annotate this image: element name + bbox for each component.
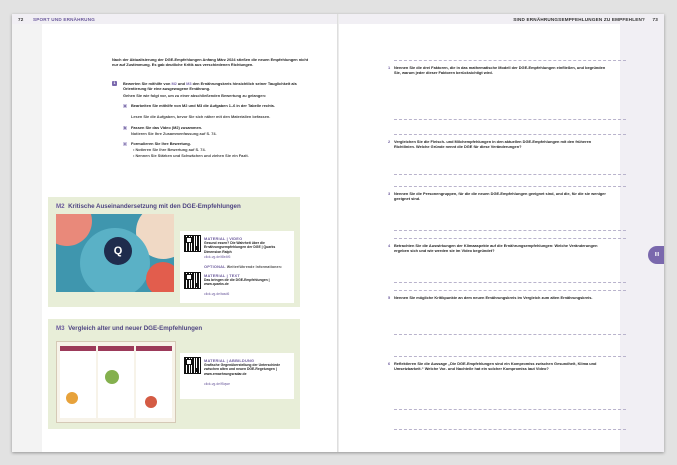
right-running-head-text: SIND ERNÄHRUNGSEMPFEHLUNGEN ZU EMPFEHLEN?: [513, 17, 645, 22]
task-title-pre: Bewerten Sie mithilfe von: [123, 81, 172, 86]
step-c-bullet-2: • Nennen Sie Stärken und Schwächen und ziehen Sie ein Fazit.: [133, 153, 249, 158]
step-a-letter: a: [124, 104, 126, 108]
thumb-column-1: [60, 346, 96, 418]
task-ref-m2: M2: [171, 81, 177, 86]
m3-comparison-thumbnail[interactable]: [56, 341, 176, 423]
question-divider: [394, 290, 626, 291]
m3-material-panel: [180, 353, 294, 399]
step-b-note: Notieren Sie Ihre Zusammenfassung auf S. 74.: [131, 131, 217, 136]
m3-title: [56, 325, 202, 332]
m3-box: [48, 319, 300, 429]
m2-title-text: Kritische Auseinandersetzung mit den DGE-Empfehlungen: [68, 203, 241, 210]
m2-title: [56, 203, 241, 210]
chapter-tab[interactable]: III: [648, 246, 664, 264]
right-running-head: [513, 17, 658, 22]
question-divider: [394, 60, 626, 61]
thumb-column-2-head: [98, 346, 134, 351]
thumb-food-icon: [66, 392, 78, 404]
question-6-text: Reflektieren Sie die Aussage „Die DGE-Empfehlungen sind ein Kompromiss zwischen Gesundheit, Klima und Umsetzbarkeit.“ Welche Vor- und Nachteile hat ein solcher Kompromiss laut Video?: [394, 361, 597, 372]
task-ref-m3: M3: [186, 81, 192, 86]
m3-material-link[interactable]: click-vg.de/f5qwe: [204, 382, 231, 386]
m3-material-text: Grafische Gegenüberstellung der Unterschiede zwischen alten und neuen DGE-Regelungen | www.ernaehrungsradar.de: [204, 363, 281, 376]
answer-line[interactable]: [394, 230, 626, 231]
qr-code-text-icon[interactable]: [184, 272, 201, 289]
question-1: [388, 65, 609, 76]
m2-box: [48, 197, 300, 307]
book-spread: [12, 14, 664, 452]
left-running-head: [18, 17, 95, 22]
qr-code-figure-icon[interactable]: [184, 357, 201, 374]
thumb-shape-red: [146, 262, 174, 292]
m2-material1-link[interactable]: click-vg.de/t8e4f6: [204, 255, 231, 259]
question-4-text: Betrachten Sie die Auswirkungen der Klimaaspekte auf die Ernährungsempfehlungen: Welche Veränderungen ergeben sich und wie werden sie im Video begründet?: [394, 243, 598, 254]
question-3-number: 3: [388, 191, 391, 196]
thumb-column-1-head: [60, 346, 96, 351]
step-a-note: Lesen Sie die Aufgaben, bevor Sie sich näher mit den Materialien befassen.: [131, 114, 271, 119]
right-page-number: 73: [652, 17, 658, 22]
left-page: [12, 14, 337, 452]
question-5-text: Nennen Sie mögliche Kritikpunkte an dem neuen Ernährungskreis im Vergleich zum alten Ernährungskreis.: [394, 295, 593, 300]
step-b-title: Fassen Sie das Video (M2) zusammen.: [131, 125, 203, 130]
question-3: [388, 191, 609, 202]
question-4-number: 4: [388, 243, 391, 248]
task-title-post: den Ernährungskreis hinsichtlich seiner Tauglichkeit als Orientierung für eine ausgewogene Ernährung.: [123, 81, 297, 92]
thumb-veg-icon: [105, 370, 119, 384]
question-divider: [394, 356, 626, 357]
step-c-bullet-1-text: Notieren Sie Ihre Bewertung auf S. 74.: [135, 147, 206, 152]
question-5: [388, 295, 609, 300]
question-2-number: 2: [388, 139, 391, 144]
m2-material2-link[interactable]: click-vg.de/tasd6: [204, 292, 230, 296]
left-margin-strip: [12, 24, 42, 452]
step-c-letter: c: [124, 142, 126, 146]
right-page: [339, 14, 664, 452]
question-3-text: Nennen Sie die Personengruppen, für die die neuen DGE-Empfehlungen geeignet sind, und die, für die sie weniger geeignet sind.: [394, 191, 606, 202]
question-2-text: Vergleichen Sie die Fleisch- und Milchempfehlungen in den aktuellen DGE-Empfehlungen mit den früheren Richtlinien. Welche Gründe nennt die DGE für diese Veränderungen?: [394, 139, 592, 150]
intro-text: Nach der Aktualisierung der DGE-Empfehlungen Anfang März 2024 stießen die neuen Empfehlungen nicht nur auf Zustimmung. Es gab deutliche Kritik aus verschiedenen Richtungen.: [112, 57, 309, 68]
m2-material1-text: Gesund essen? Die Wahrheit über die Ernährungsempfehlungen der DGE | Quarks Dimension Ralph: [204, 241, 276, 254]
question-6-number: 6: [388, 361, 391, 366]
m2-code: M2: [56, 203, 65, 210]
question-6: [388, 361, 609, 372]
answer-line[interactable]: [394, 334, 626, 335]
quarks-logo-icon: Q: [104, 237, 132, 265]
question-5-number: 5: [388, 295, 391, 300]
m3-material-label: MATERIAL | ABBILDUNG: [204, 358, 255, 363]
left-running-head-text: SPORT UND ERNÄHRUNG: [33, 17, 95, 22]
m2-material2-text: Das bringen dir die DGE-Empfehlungen | www.quarks.de: [204, 278, 270, 287]
question-2: [388, 139, 609, 150]
m3-title-text: Vergleich alter und neuer DGE-Empfehlungen: [68, 325, 203, 332]
question-divider: [394, 186, 626, 187]
m2-optional-text: Weiterführende Informationen:: [226, 265, 283, 269]
answer-line[interactable]: [394, 174, 626, 175]
task-title: [123, 81, 313, 92]
left-page-number: 72: [18, 17, 24, 22]
m2-optional-label: [204, 264, 282, 269]
question-divider: [394, 134, 626, 135]
step-c-bullet-1: • Notieren Sie Ihre Bewertung auf S. 74.: [133, 147, 206, 152]
step-b-letter: b: [123, 126, 126, 130]
task-title-and: und: [176, 81, 187, 86]
thumb-column-3-head: [136, 346, 172, 351]
qr-code-video-icon[interactable]: [184, 235, 201, 252]
m2-material-panel: [180, 231, 294, 303]
task-lead: Gehen Sie wie folgt vor, um zu einer abschließenden Bewertung zu gelangen:: [123, 93, 267, 98]
step-c-title: Formulieren Sie Ihre Bewertung.: [131, 141, 191, 146]
question-4: [388, 243, 609, 254]
m2-optional-label-text: OPTIONAL: [204, 264, 226, 269]
answer-line[interactable]: [394, 282, 626, 283]
question-1-number: 1: [388, 65, 391, 70]
thumb-fruit-icon: [145, 396, 157, 408]
right-margin-strip: [620, 24, 664, 452]
answer-line[interactable]: [394, 409, 626, 410]
m2-material2-label: MATERIAL | TEXT: [204, 273, 240, 278]
question-1-text: Nennen Sie die drei Faktoren, die in das mathematische Modell der DGE-Empfehlungen einfließen, und begründen Sie, warum jeder dieser Faktoren berücksichtigt wird.: [394, 65, 606, 76]
m3-code: M3: [56, 325, 65, 332]
step-c-bullet-2-text: Nennen Sie Stärken und Schwächen und ziehen Sie ein Fazit.: [135, 153, 249, 158]
question-divider: [394, 238, 626, 239]
m2-video-thumbnail[interactable]: [56, 214, 174, 292]
answer-line[interactable]: [394, 119, 626, 120]
m2-material1-label: MATERIAL | VIDEO: [204, 236, 243, 241]
task-number: 1: [113, 81, 116, 85]
answer-line[interactable]: [394, 429, 626, 430]
step-a-title: Bearbeiten Sie mithilfe von M2 und M3 die Aufgaben 1–6 in der Tabelle rechts.: [131, 103, 275, 108]
